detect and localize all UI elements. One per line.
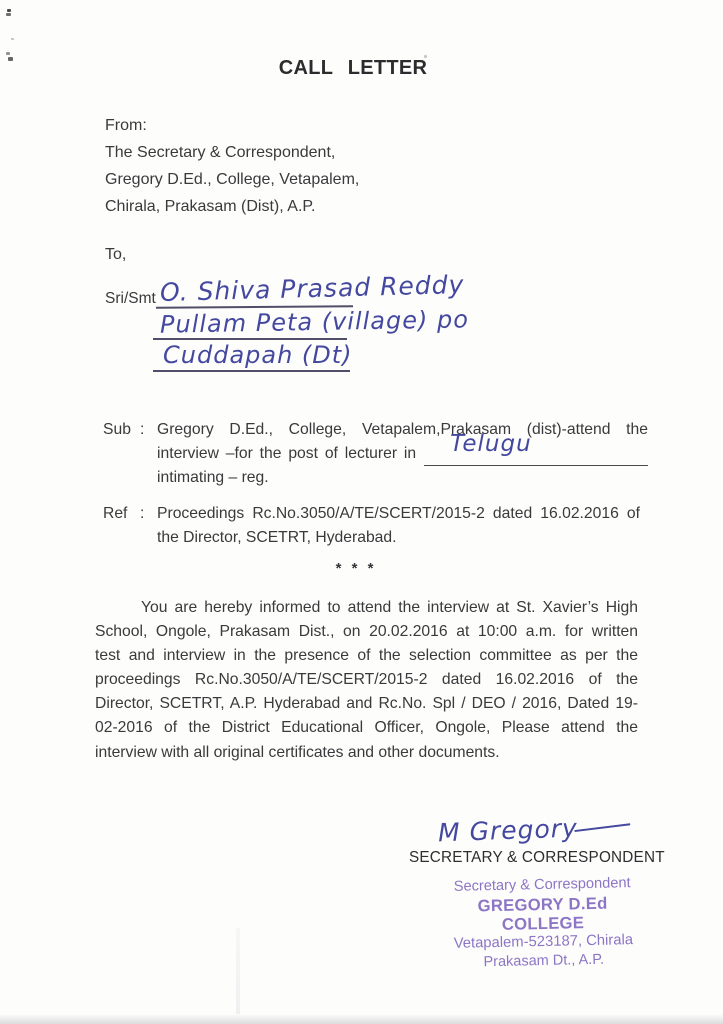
subject-block [103,418,648,489]
body-line: You are hereby informed to attend the interview at St. Xavier’s High [141,599,638,616]
subject-line [157,430,648,466]
stamp-line: Vetapalem-523187, Chirala [453,932,634,952]
to-label: To, [105,246,127,263]
scan-speck [7,9,11,12]
from-block [105,112,359,220]
handwritten-recipient-district: Cuddapah (Dt) [163,341,353,369]
body-line: interview with all original certificates and other documents. [95,743,500,761]
subject-line2-prefix: interview –for the post of lecturer in [157,444,417,462]
reference-label: Ref [103,505,128,522]
handwritten-post-subject: Telugu [450,430,532,457]
scan-speck [6,52,10,55]
subject-label: Sub [103,421,131,438]
recipient-underline [153,338,347,340]
body-paragraph [95,596,638,765]
from-label: From: [105,117,147,134]
scan-speck [11,38,14,40]
subject-line: intimating – reg. [157,468,269,486]
body-line: proceedings Rc.No.3050/A/TE/SCERT/2015-2 dated 16.02.2016 of the [95,671,638,689]
subject-text [157,418,648,489]
from-line: Chirala, Prakasam (Dist), A.P. [105,198,316,215]
body-line: test and interview in the presence of the selection committee as per the [95,647,638,665]
stamp-line: GREGORY D.Ed COLLEGE [477,893,608,934]
handwritten-recipient-name: O. Shiva Prasad Reddy [159,270,465,307]
page-title: CALL LETTER [278,57,428,79]
reference-colon: : [140,505,145,522]
signatory-title: SECRETARY & CORRESPONDENT [409,849,665,866]
body-line: School, Ongole, Prakasam Dist., on 20.02.2016 at 10:00 a.m. for written [95,623,638,641]
subject-blank-underline [424,430,648,466]
from-line: The Secretary & Correspondent, [105,144,336,161]
stamp-line: Secretary & Correspondent [453,875,631,895]
reference-text [157,502,640,550]
page-bottom-shadow [0,1014,723,1024]
from-line: Gregory D.Ed., College, Vetapalem, [105,171,360,188]
handwritten-signature: M Gregory [438,812,632,848]
scan-smudge [236,928,240,1014]
stamp-line: Prakasam Dt., A.P. [483,951,605,971]
handwritten-recipient-village: Pullam Peta (village) po [159,305,470,339]
scan-speck [6,13,11,16]
reference-line: Proceedings Rc.No.3050/A/TE/SCERT/2015-2 dated 16.02.2016 of [157,505,640,522]
reference-line: the Director, SCETRT, Hyderabad. [157,528,397,546]
salutation-label: Sri/Smt [105,290,156,307]
asterisk-separator: * * * [335,560,377,577]
rubber-stamp [435,874,651,973]
body-line: Director, SCETRT, A.P. Hyderabad and Rc.No. Spl / DEO / 2016, Dated 19- [95,695,638,713]
subject-colon: : [140,421,145,438]
subject-line: Gregory D.Ed., College, Vetapalem,Prakasam (dist)-attend the [157,421,648,438]
body-line: 02-2016 of the District Educational Officer, Ongole, Please attend the [95,719,638,737]
reference-block [103,502,640,550]
recipient-underline [153,370,350,372]
